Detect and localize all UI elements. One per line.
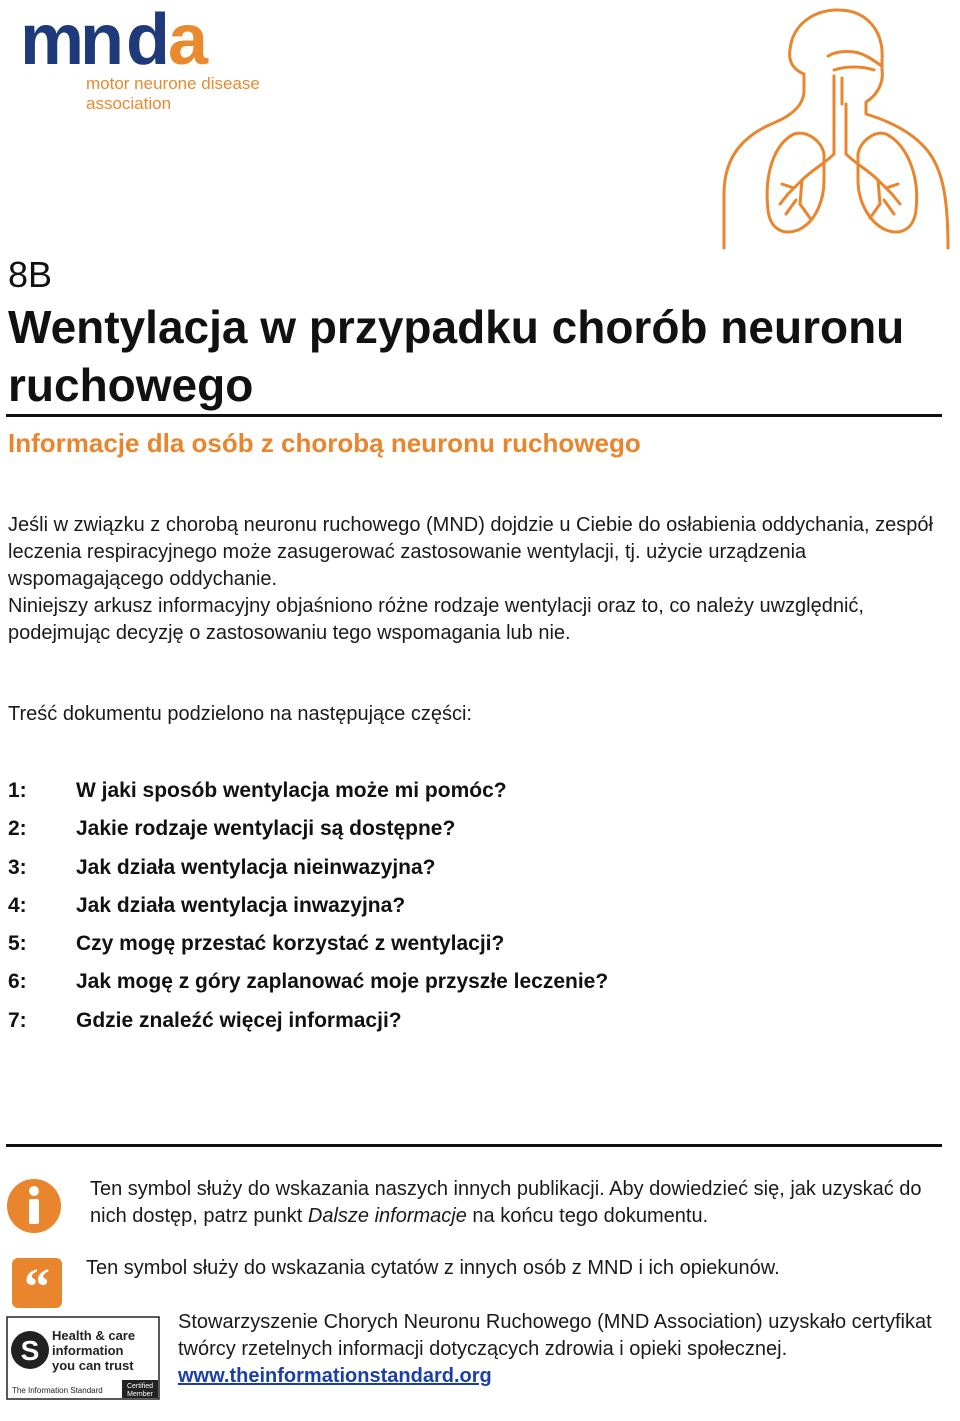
respiratory-system-illustration	[716, 4, 956, 254]
info-text-part: na końcu tego dokumentu.	[466, 1205, 709, 1227]
toc-item	[8, 1009, 908, 1047]
contents-intro: Treść dokumentu podzielono na następujące części:	[8, 703, 472, 725]
mnda-wordmark-icon	[18, 8, 228, 78]
intro-paragraph-1: Jeśli w związku z chorobą neuronu ruchowego (MND) dojdzie u Ciebie do osłabienia oddychania, zespół leczenia respiracyjnego może zasugerować zastosowanie wentylacji, tj. użycie urządzenia wspomagającego oddychanie.	[8, 514, 933, 590]
toc-item-number: 1:	[8, 779, 27, 802]
info-text-part: Ten symbol służy do wskazania naszych innych publikacji. Aby dowiedzieć się, jak uzyskać do nich dostęp, patrz punkt	[90, 1178, 922, 1227]
toc-item	[8, 932, 908, 970]
svg-text:S: S	[20, 1335, 40, 1366]
toc-item-number: 6:	[8, 970, 27, 994]
toc-item-label: Jak działa wentylacja nieinwazyjna?	[76, 855, 436, 879]
std-logo-line-2: information	[52, 1343, 124, 1358]
information-standard-description	[178, 1309, 938, 1390]
info-icon	[6, 1178, 62, 1234]
svg-text:a: a	[168, 8, 209, 78]
std-logo-badge-1: Certified	[126, 1383, 154, 1390]
intro-text	[8, 512, 948, 647]
toc-item	[8, 970, 908, 1008]
title-divider	[6, 414, 942, 417]
svg-text:d: d	[126, 8, 166, 78]
logo-line-2: association	[86, 94, 172, 113]
info-text-italic: Dalsze informacje	[307, 1205, 467, 1227]
footer-divider	[6, 1144, 942, 1147]
standard-statement: Stowarzyszenie Chorych Neuronu Ruchowego (MND Association) uzyskało certyfikat twórcy rzetelnych informacji dotyczących zdrowia i opieki społecznej.	[178, 1311, 932, 1360]
toc-item	[8, 856, 908, 894]
table-of-contents	[8, 779, 908, 1047]
toc-item-label: Jak działa wentylacja inwazyjna?	[76, 893, 406, 917]
toc-item-label: Jak mogę z góry zaplanować moje przyszłe leczenie?	[76, 970, 609, 994]
toc-item	[8, 894, 908, 932]
page-subtitle: Informacje dla osób z chorobą neuronu ruchowego	[8, 428, 641, 458]
std-logo-line-3: you can trust	[52, 1358, 134, 1373]
logo-line-1: motor neurone disease	[86, 74, 260, 93]
information-standard-logo	[6, 1316, 160, 1400]
info-symbol-description	[90, 1176, 950, 1230]
toc-item-number: 4:	[8, 893, 27, 917]
mnda-logo	[18, 8, 298, 118]
document-number: 8B	[8, 254, 53, 295]
quote-symbol-description: Ten symbol służy do wskazania cytatów z innych osób z MND i ich opiekunów.	[86, 1257, 780, 1279]
std-logo-badge-2: Member	[127, 1391, 153, 1398]
toc-item-number: 3:	[8, 855, 27, 879]
toc-item-label: Jakie rodzaje wentylacji są dostępne?	[76, 817, 456, 841]
svg-text:“: “	[24, 1259, 50, 1308]
quote-icon	[12, 1258, 62, 1308]
toc-item	[8, 779, 908, 817]
toc-item-number: 7:	[8, 1008, 27, 1032]
std-logo-footer: The Information Standard	[12, 1386, 103, 1395]
svg-text:mn: mn	[20, 8, 120, 78]
toc-item-label: W jaki sposób wentylacja może mi pomóc?	[76, 779, 507, 802]
information-standard-link[interactable]: www.theinformationstandard.org	[178, 1365, 492, 1387]
toc-item-number: 2:	[8, 817, 27, 841]
toc-item-number: 5:	[8, 932, 27, 956]
toc-item	[8, 817, 908, 855]
intro-paragraph-2: Niniejszy arkusz informacyjny objaśniono różne rodzaje wentylacji oraz to, co należy uwzględnić, podejmując decyzję o zastosowaniu tego wspomagania lub nie.	[8, 595, 864, 644]
std-logo-line-1: Health & care	[52, 1328, 136, 1343]
page-title: Wentylacja w przypadku chorób neuronu ruchowego	[8, 301, 905, 411]
toc-item-label: Czy mogę przestać korzystać z wentylacji?	[76, 932, 505, 956]
toc-item-label: Gdzie znaleźć więcej informacji?	[76, 1008, 402, 1032]
